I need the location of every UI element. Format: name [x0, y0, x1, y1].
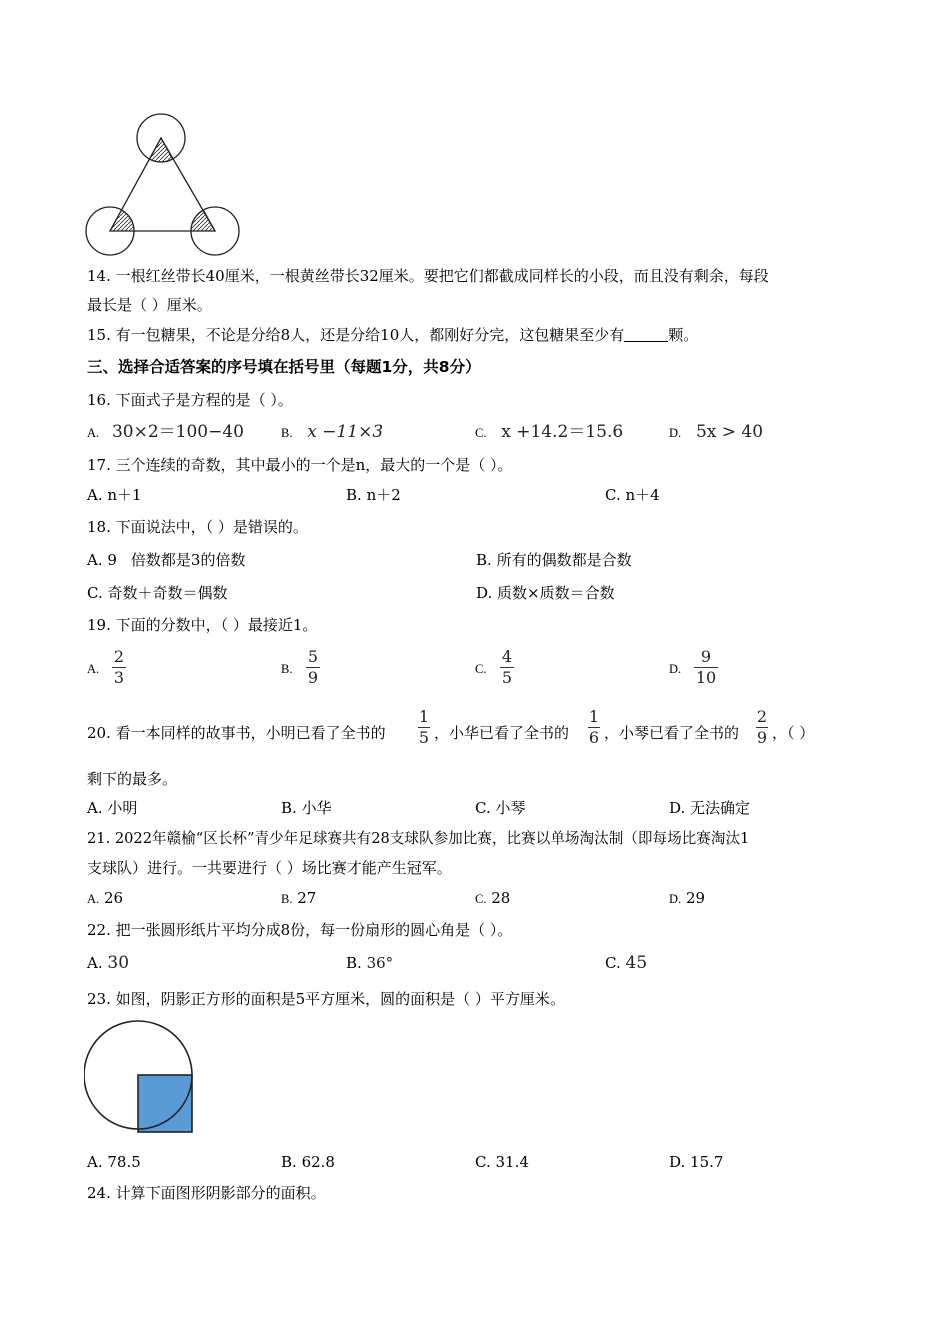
- q23-option-d[interactable]: D. 15.7: [669, 1153, 724, 1171]
- q20-part1: 20. 看一本同样的故事书，小明已看了全书的: [87, 724, 386, 742]
- q14-line2: 最长是（ ）厘米。: [87, 296, 212, 314]
- q19-option-d-fraction[interactable]: 9 10: [695, 647, 717, 687]
- triangle-circles-figure: [84, 112, 244, 258]
- circle-square-figure: [84, 1018, 200, 1136]
- q22-option-b[interactable]: B. 36°: [346, 954, 394, 972]
- q19-option-a-letter[interactable]: A.: [87, 662, 100, 676]
- q19-option-c-letter[interactable]: C.: [475, 662, 487, 676]
- q23-stem: 23. 如图，阴影正方形的面积是5平方厘米，圆的面积是（ ）平方厘米。: [87, 990, 565, 1008]
- q19-option-d-letter[interactable]: D.: [669, 662, 682, 676]
- q17-option-b[interactable]: B. n＋2: [346, 486, 401, 504]
- q16-stem: 16. 下面式子是方程的是（ ）。: [87, 391, 293, 409]
- q23-option-b[interactable]: B. 62.8: [281, 1153, 335, 1171]
- q14-line1: 14. 一根红丝带长40厘米，一根黄丝带长32厘米。要把它们都截成同样长的小段，而且没有剩余，每段: [87, 267, 769, 285]
- q16-option-a[interactable]: A. 30×2＝100−40: [87, 422, 244, 442]
- q20-line2: 剩下的最多。: [87, 770, 178, 788]
- q23-option-a[interactable]: A. 78.5: [87, 1153, 141, 1171]
- q15-before: 15. 有一包糖果，不论是分给8人，还是分给10人，都刚好分完，这包糖果至少有: [87, 326, 625, 344]
- q20-fraction-xiaoming: 1 5: [418, 707, 430, 747]
- q19-option-b-letter[interactable]: B.: [281, 662, 293, 676]
- q20-fraction-xiaoqin: 2 9: [756, 707, 768, 747]
- q20-part3: ，小琴已看了全书的: [604, 724, 740, 742]
- q20-fraction-xiaohua: 1 6: [588, 707, 600, 747]
- q20-part4: ，（ ）: [772, 724, 815, 742]
- q21-line1: 21. 2022年赣榆“区长杯”青少年足球赛共有28支球队参加比赛，比赛以单场淘汰制（即每场比赛淘汰1: [87, 830, 750, 847]
- q17-stem: 17. 三个连续的奇数，其中最小的一个是n，最大的一个是（ ）。: [87, 456, 513, 474]
- q16-option-c[interactable]: C. x +14.2＝15.6: [475, 422, 624, 442]
- q23-option-c[interactable]: C. 31.4: [475, 1153, 529, 1171]
- q18-option-a[interactable]: A. 9 倍数都是3的倍数: [87, 551, 246, 569]
- q18-option-b[interactable]: B. 所有的偶数都是合数: [476, 551, 632, 569]
- q22-stem: 22. 把一张圆形纸片平均分成8份，每一份扇形的圆心角是（ ）。: [87, 921, 513, 939]
- q19-option-b-fraction[interactable]: 5 9: [307, 647, 319, 687]
- q21-option-a[interactable]: A. 26: [87, 889, 124, 907]
- q18-option-c[interactable]: C. 奇数＋奇数＝偶数: [87, 584, 228, 602]
- q20-option-c[interactable]: C. 小琴: [475, 799, 526, 817]
- q20-option-a[interactable]: A. 小明: [87, 799, 138, 817]
- q22-option-a[interactable]: A. 30: [87, 953, 130, 973]
- q21-option-c[interactable]: C. 28: [475, 889, 511, 907]
- section3-title: 三、选择合适答案的序号填在括号里（每题1分，共8分）: [87, 358, 481, 376]
- q15-answer-blank[interactable]: [624, 327, 668, 342]
- q15-after: 颗。: [668, 326, 699, 344]
- q24-stem: 24. 计算下面图形阴影部分的面积。: [87, 1184, 326, 1202]
- q15-stem: [87, 325, 698, 345]
- q18-stem: 18. 下面说法中，（ ）是错误的。: [87, 518, 308, 536]
- q18-option-d[interactable]: D. 质数×质数＝合数: [476, 584, 615, 602]
- q21-option-d[interactable]: D. 29: [669, 889, 706, 907]
- q22-option-c[interactable]: C. 45: [605, 953, 648, 973]
- q16-option-d[interactable]: D. 5x > 40: [669, 422, 764, 442]
- q17-option-c[interactable]: C. n＋4: [605, 486, 660, 504]
- q19-stem: 19. 下面的分数中，（ ）最接近1。: [87, 616, 318, 634]
- q21-line2: 支球队）进行。一共要进行（ ）场比赛才能产生冠军。: [87, 859, 452, 877]
- q17-option-a[interactable]: A. n＋1: [87, 486, 142, 504]
- q20-option-d[interactable]: D. 无法确定: [669, 799, 751, 817]
- q21-option-b[interactable]: B. 27: [281, 889, 317, 907]
- q20-part2: ，小华已看了全书的: [434, 724, 570, 742]
- q19-option-c-fraction[interactable]: 4 5: [501, 647, 513, 687]
- q20-option-b[interactable]: B. 小华: [281, 799, 332, 817]
- q16-option-b[interactable]: B. x −11×3: [281, 422, 384, 442]
- q19-option-a-fraction[interactable]: 2 3: [113, 647, 125, 687]
